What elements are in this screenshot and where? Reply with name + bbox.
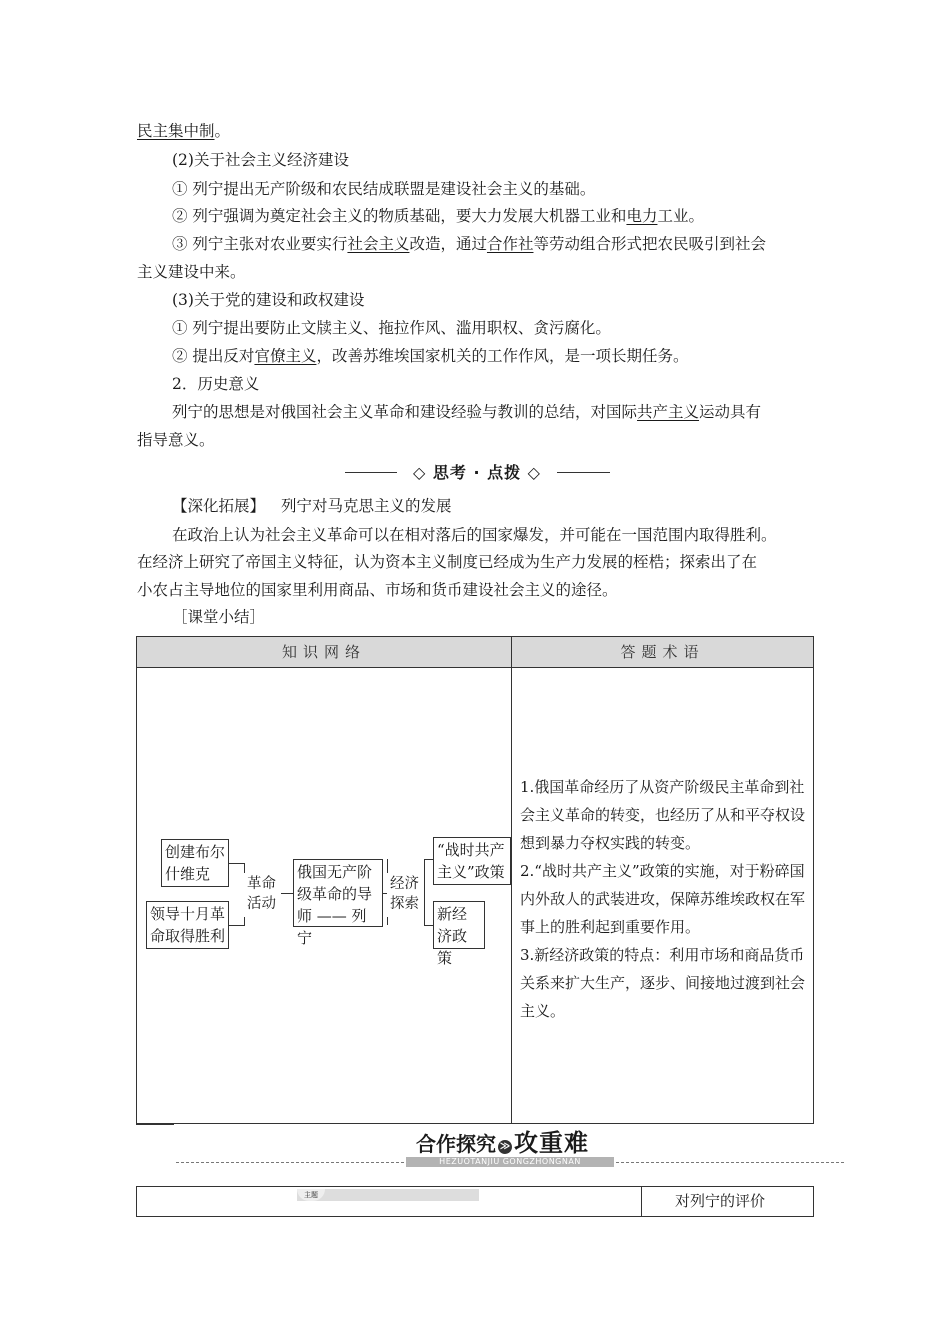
topic-row (136, 1186, 814, 1217)
text-fragment: 列宁的思想是对俄国社会主义革命和建设经验与教训的总结，对国际 (172, 403, 638, 421)
section-divider (345, 461, 610, 485)
text-line: ① 列宁提出要防止文牍主义、拖拉作风、滥用职权、贪污腐化。 (172, 319, 611, 337)
bracket (424, 859, 425, 925)
text-fragment: ② 提出反对 (172, 347, 255, 365)
underlined-term: 合作社 (486, 235, 534, 253)
underlined-term: 民主集中制 (137, 122, 215, 140)
connector (424, 859, 433, 860)
topic-badge-label: 主题 (297, 1189, 325, 1201)
answer-terms (520, 773, 808, 1025)
term-item: 3.新经济政策的特点：利用市场和商品货币关系来扩大生产，逐步、间接地过渡到社会主义。 (520, 946, 806, 1020)
text-fragment: 。 (214, 122, 231, 140)
box-lead-october: 领导十月革命取得胜利 (146, 901, 229, 949)
header-answer-terms: 答题术语 (620, 643, 705, 661)
table-tail-line (136, 1124, 174, 1125)
text-fragment: ③ 列宁主张对农业要实行 (172, 235, 348, 253)
divider-line-right (557, 472, 610, 473)
underlined-term: 电力 (626, 207, 658, 225)
table-divider (511, 637, 512, 1123)
section-banner (176, 1128, 844, 1172)
text-line: 主义建设中来。 (137, 263, 246, 281)
underlined-term: 社会主义 (347, 235, 410, 253)
subheading: (3)关于党的建设和政权建设 (172, 291, 365, 309)
text-fragment: 等劳动组合形式把农民吸引到社会 (533, 235, 766, 253)
text-line: 指导意义。 (137, 431, 215, 449)
text-line: 小农占主导地位的国家里利用商品、市场和货币建设社会主义的途径。 (137, 581, 618, 599)
table-header (137, 637, 813, 668)
summary-label: ［课堂小结］ (172, 608, 266, 626)
text-line: 在经济上研究了帝国主义特征，认为资本主义制度已经成为生产力发展的桎梏；探索出了在 (137, 553, 758, 571)
banner-title-part: 合作探究 (416, 1132, 496, 1156)
label-economic-exploration: 经济探索 (387, 873, 425, 917)
banner-title-part: 攻重难 (514, 1129, 589, 1157)
underlined-term: 共产主义 (637, 403, 700, 421)
extend-tag: 【深化拓展】 (172, 497, 266, 515)
double-chevron-icon: ≫ (499, 1141, 511, 1152)
term-item: 1.俄国革命经历了从资产阶级民主革命到社会主义革命的转变，也经历了从和平夺权设想到暴力夺权实践的转变。 (520, 778, 806, 852)
divider-label: 思考 · 点拨 (432, 463, 522, 482)
connector (424, 925, 433, 926)
connector (281, 893, 293, 894)
subheading: 2．历史意义 (172, 375, 260, 393)
text-line (172, 401, 761, 423)
text-line (137, 120, 230, 142)
subheading: (2)关于社会主义经济建设 (172, 151, 349, 169)
topic-divider (641, 1187, 642, 1216)
topic-badge (297, 1189, 479, 1201)
box-new-economic-policy: 新经济政策 (433, 901, 485, 949)
text-line (172, 233, 766, 255)
label-revolution-activity: 革命活动 (244, 873, 282, 917)
extend-heading (172, 495, 452, 517)
banner-pinyin: HEZUOTANJIU GONGZHONGNAN (406, 1157, 614, 1167)
divider-line-left (345, 472, 397, 473)
divider-title: ◇ 思考 · 点拨 ◇ (413, 463, 541, 482)
box-lenin-center: 俄国无产阶级革命的导师 —— 列宁 (293, 859, 383, 927)
text-fragment: 运动具有 (699, 403, 762, 421)
topic-title: 对列宁的评价 (675, 1192, 766, 1210)
connector (229, 863, 245, 864)
term-item: 2.“战时共产主义”政策的实施，对于粉碎国内外敌人的武装进攻，保障苏维埃政权在军事上的胜利起到重要作用。 (520, 862, 806, 936)
text-fragment: 改造，通过 (409, 235, 487, 253)
extend-title: 列宁对马克思主义的发展 (281, 497, 452, 515)
text-line (172, 345, 688, 367)
underlined-term: 官僚主义 (254, 347, 317, 365)
text-fragment: ② 列宁强调为奠定社会主义的物质基础，要大力发展大机器工业和 (172, 207, 627, 225)
text-line (172, 205, 704, 227)
text-line: ① 列宁提出无产阶级和农民结成联盟是建设社会主义的基础。 (172, 180, 596, 198)
connector (229, 925, 245, 926)
text-line: 在政治上认为社会主义革命可以在相对落后的国家爆发，并可能在一国范围内取得胜利。 (172, 526, 777, 544)
banner-title (416, 1130, 589, 1157)
box-found-bolshevik: 创建布尔什维克 (161, 839, 229, 887)
text-fragment: ，改善苏维埃国家机关的工作作风，是一项长期任务。 (316, 347, 689, 365)
header-knowledge-network: 知识网络 (281, 643, 366, 661)
text-fragment: 工业。 (657, 207, 704, 225)
box-war-communism: “战时共产主义”政策 (433, 837, 511, 885)
summary-table (136, 636, 814, 1124)
